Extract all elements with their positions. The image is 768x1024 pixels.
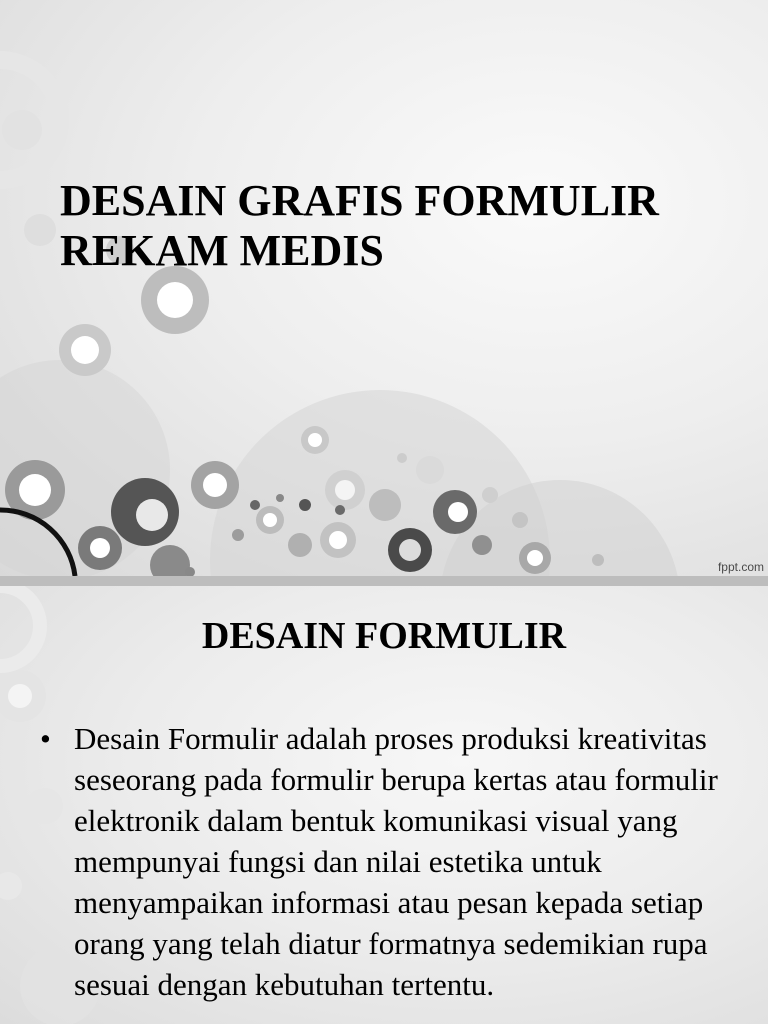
slide-2-title: DESAIN FORMULIR [201, 615, 567, 657]
slide-1-title-line-1: DESAIN GRAFIS FORMULIR [60, 176, 659, 225]
bullet-icon: • [40, 721, 51, 756]
slide-2 [0, 586, 768, 1024]
bullet-text: Desain Formulir adalah proses produksi kreativitas seseorang pada formulir berupa kertas atau formulir elektronik dalam bentuk komunikasi visual yang mempunyai fungsi dan nilai estetika untuk menyampaikan informasi atau pesan kepada setiap orang yang telah diatur formatnya sedemikian rupa sesuai dengan kebutuhan tertentu. [74, 721, 718, 1002]
bullet-item [40, 718, 740, 1005]
slide-1-title-line-2: REKAM MEDIS [60, 226, 384, 275]
bullet-list [40, 718, 740, 1005]
slide-1-title [60, 176, 740, 276]
slide-separator [0, 576, 768, 586]
watermark-text: fppt.com [717, 560, 764, 574]
